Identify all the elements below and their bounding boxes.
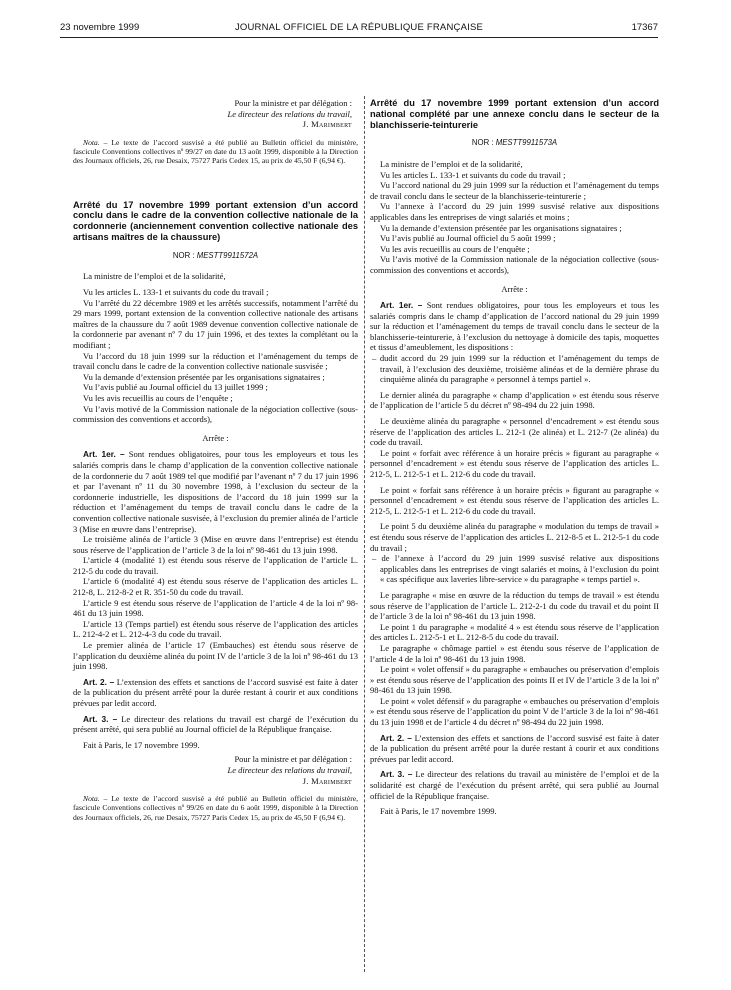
- visa-line: La ministre de l’emploi et de la solidarité,: [380, 158, 523, 169]
- article-label: Art. 1er. –: [380, 300, 423, 311]
- dash-item: – de l’annexe à l’accord du 29 juin 1999 susvisé relative aux dispositions applicables dans les entreprises de vingt salariés et moins, à l’exclusion du point « cas spécifique aux laveries libre-service » du paragraphe « temps partiel ».: [372, 553, 659, 585]
- visa-line: La ministre de l’emploi et de la solidarité,: [83, 271, 226, 282]
- visa-line: Vu l’avis motivé de la Commission nationale de la négociation collective (sous-commission des conventions et accords),: [370, 254, 659, 275]
- article-paragraph: Le paragraphe « mise en œuvre de la réduction du temps de travail » est étendu sous réserve de l’application de l’article L. 212-2-1 du code du travail et du point II de l’article 3 de la loi nº 98-461 du 13 juin 1998.: [370, 589, 659, 622]
- article-label: Art. 3. –: [83, 713, 118, 724]
- signature-role: Le directeur des relations du travail,: [227, 764, 352, 775]
- nor-code: MESTT9911572A: [196, 250, 259, 260]
- visa-line: Vu les avis recueillis au cours de l’enquête ;: [83, 392, 233, 403]
- signing-place-date: Fait à Paris, le 17 novembre 1999.: [83, 739, 200, 750]
- visa-line: Vu l’accord du 18 juin 1999 sur la réduction et l’aménagement du temps de travail conclu dans le cadre de la convention collective nationale susvisée ;: [73, 350, 358, 372]
- nota-label: Nota.: [83, 794, 100, 804]
- article-paragraph: Le point « volet offensif » du paragraphe « embauches ou préservation d’emplois » est étendu sous réserve de l’application des points II et IV de l’article 3 de la loi nº 98-461 du 13 juin 1998.: [370, 664, 659, 696]
- dash-item: – dudit accord du 29 juin 1999 sur la réduction et l’aménagement du temps de travail, à l’exclusion des deuxième, troisième alinéas et de la dernière phrase du cinquième alinéa du paragraphe « personnel à temps partiel ».: [372, 353, 659, 385]
- header-date: 23 novembre 1999: [60, 22, 140, 33]
- article-2: [73, 677, 358, 709]
- nota-paragraph: [73, 794, 358, 822]
- nor-reference: [73, 251, 358, 262]
- article-paragraph: L’article 4 (modalité 1) est étendu sous réserve de l’application de l’article L. 212-5 du code du travail.: [73, 555, 358, 576]
- page-header: [60, 22, 658, 38]
- visa-line: Vu les articles L. 133-1 et suivants du code du travail ;: [83, 287, 269, 298]
- decree-title: Arrêté du 17 novembre 1999 portant extension d’un accord national complété par une annexe conclu dans le secteur de la blanchisserie-teinturerie: [370, 98, 659, 130]
- article-paragraph: Le point « volet défensif » du paragraphe « embauches ou préservation d’emplois » est étendu sous réserve de l’application du point V de l’article 3 de la loi nº 98-461 du 13 juin 1998 et de l’article 4 du décret nº 98-494 du 22 juin 1998.: [370, 695, 659, 728]
- article-3: [370, 769, 659, 801]
- arrete-heading: Arrête :: [202, 432, 229, 443]
- header-journal-title: JOURNAL OFFICIEL DE LA RÉPUBLIQUE FRANÇAISE: [234, 22, 484, 33]
- article-paragraph: Le point 1 du paragraphe « modalité 4 » est étendu sous réserve de l’application des articles L. 212-5-1 et L. 212-8-5 du code du travail.: [370, 621, 659, 643]
- article-paragraph: Le troisième alinéa de l’article 3 (Mise en œuvre dans l’entreprise) est étendu sous réserve de l’application de l’article 3 de la loi nº 98-461 du 13 juin 1998.: [73, 534, 358, 555]
- article-label: Art. 2. –: [380, 732, 412, 743]
- header-rule: [60, 37, 658, 38]
- signature-role: Le directeur des relations du travail,: [227, 108, 352, 119]
- signature-name: J. Marimbert: [302, 775, 352, 786]
- article-text: L’extension des effets et sanctions de l’accord susvisé est faite à dater de la publication du présent arrêté pour la durée restant à courir et aux conditions prévues par ledit accord.: [370, 732, 659, 764]
- nor-code: MESTT9911573A: [495, 138, 558, 148]
- article-3: [73, 714, 358, 735]
- visa-line: Vu la demande d’extension présentée par les organisations signataires ;: [380, 222, 622, 233]
- article-paragraph: Le paragraphe « chômage partiel » est étendu sous réserve de l’application de l’article 4 de la loi nº 98-461 du 13 juin 1998.: [370, 642, 659, 664]
- article-text: Le directeur des relations du travail au ministère de l’emploi et de la solidarité est chargé de l’exécution du présent arrêté, qui sera publié au Journal officiel de la République française.: [370, 769, 659, 801]
- article-1: [370, 300, 659, 353]
- right-column: [370, 98, 659, 817]
- decree-title: Arrêté du 17 novembre 1999 portant extension d’un accord conclu dans le cadre de la convention collective nationale de la cordonnerie (anciennement convention collective nationale des artisans maîtres de la chaussure): [73, 199, 358, 243]
- article-paragraph: Le point « forfait avec référence à un horaire précis » figurant au paragraphe « personnel d’encadrement » est étendu sous réserve de l’application des articles L. 212-5, L. 212-5-1 et L. 212-6 du code du travail.: [370, 447, 659, 480]
- article-text: L’extension des effets et sanctions de l’accord susvisé est faite à dater de la publication du présent arrêté pour la durée restant à courir et aux conditions prévues par ledit accord.: [73, 676, 358, 709]
- article-paragraph: L’article 6 (modalité 4) est étendu sous réserve de l’application des articles L. 212-8, L. 212-8-2 et R. 351-50 du code du travail.: [73, 576, 358, 598]
- article-paragraph: L’article 13 (Temps partiel) est étendu sous réserve de l’application des articles L. 212-4-2 et L. 212-4-3 du code du travail.: [73, 618, 358, 640]
- visa-line: Vu l’accord national du 29 juin 1999 sur la réduction et l’aménagement du temps de travail conclu dans le secteur de la blanchisserie-teinturerie ;: [370, 180, 659, 201]
- signature-name: J. Marimbert: [302, 119, 352, 130]
- arrete-heading: Arrête :: [501, 283, 528, 294]
- visa-line: Vu la demande d’extension présentée par les organisations signataires ;: [83, 371, 325, 382]
- article-paragraph: Le point « forfait sans référence à un horaire précis » figurant au paragraphe « personnel d’encadrement » est étendu sous réserve de l’application des articles L. 212-5, L. 212-5-1 et L. 212-6 du code du travail.: [370, 484, 659, 516]
- left-column: [73, 98, 358, 822]
- visa-line: Vu les avis recueillis au cours de l’enquête ;: [380, 243, 530, 254]
- article-paragraph: Le dernier alinéa du paragraphe « champ d’application » est étendu sous réserve de l’application de l’article 5 du décret nº 98-494 du 22 juin 1998.: [370, 389, 659, 411]
- nota-text: – Le texte de l’accord susvisé a été publié au Bulletin officiel du ministère, fascicule Conventions collectives nº 99/26 en date du 6 août 1999, disponible à la Direction des Journaux officiels, 26, rue Desaix, 75727 Paris Cedex 15, au prix de 45,50 F (6,94 €).: [73, 794, 358, 822]
- article-paragraph: L’article 9 est étendu sous réserve de l’application de l’article 4 de la loi nº 98-461 du 13 juin 1998.: [73, 597, 358, 619]
- article-text: Le directeur des relations du travail est chargé de l’exécution du présent arrêté, qui sera publié au Journal officiel de la République française.: [73, 713, 359, 735]
- article-text: Sont rendues obligatoires, pour tous les employeurs et tous les salariés compris dans le champ d’application de la convention collective nationale de la cordonnerie du 7 août 1989 tel que modifié par l’avenant nº 7 du 17 juin 1996 et par l’avenant nº 11 du 30 novembre 1998, à l’exclusion du secteur de la cordonnerie industrielle, les dispositions de l’accord du 18 juin 1999 sur la réduction et l’aménagement du temps de travail conclu dans le cadre de la convention collective nationale susvisée, à l’exclusion du premier alinéa de l’article 3 (Mise en œuvre dans l’entreprise).: [73, 449, 359, 534]
- header-page-number: 17367: [631, 22, 658, 33]
- visa-line: Vu l’annexe à l’accord du 29 juin 1999 susvisé relative aux dispositions applicables dans les entreprises de vingt salariés et moins ;: [370, 201, 659, 222]
- nota-paragraph: [73, 138, 358, 166]
- signature-block: [73, 754, 358, 786]
- signature-line: Pour la ministre et par délégation :: [234, 754, 352, 765]
- signature-line: Pour la ministre et par délégation :: [234, 98, 352, 108]
- nor-label: NOR :: [471, 138, 496, 148]
- signing-place-date: Fait à Paris, le 17 novembre 1999.: [380, 806, 497, 817]
- article-paragraph: Le deuxième alinéa du paragraphe « personnel d’encadrement » est étendu sous réserve de l’application des articles L. 212-1 (2e alinéa) et L. 212-7 (2e alinéa) du code du travail.: [370, 416, 659, 448]
- nor-label: NOR :: [172, 250, 197, 260]
- visa-line: Vu les articles L. 133-1 et suivants du code du travail ;: [380, 169, 566, 180]
- article-text: Sont rendues obligatoires, pour tous les employeurs et tous les salariés compris dans le champ d’application de l’accord national du 29 juin 1999 sur la réduction et l’aménagement du temps de travail conclu dans le secteur de la blanchisserie-teinturerie, à l’exclusion du nettoyage à domicile des tapis, moquettes et tissus d’ameublement, les dispositions :: [370, 300, 659, 353]
- article-1: [73, 449, 358, 534]
- visa-line: Vu l’avis publié au Journal officiel du 13 juillet 1999 ;: [83, 382, 268, 393]
- nota-text: – Le texte de l’accord susvisé a été publié au Bulletin officiel du ministère, fascicule Conventions collectives nº 99/27 en date du 13 août 1999, disponible à la Direction des Journaux officiels, 26, rue Desaix, 75727 Paris Cedex 15, au prix de 45,50 F (6,94 €).: [73, 137, 358, 166]
- column-divider: [364, 96, 365, 972]
- visa-line: Vu l’arrêté du 22 décembre 1989 et les arrêtés successifs, notamment l’arrêté du 29 mars 1999, portant extension de la convention collective nationale des artisans maîtres de la chaussure du 7 août 1989 devenue convention collective nationale de la cordonnerie par avenant nº 7 du 17 juin 1996, et des textes la complétant ou la modifiant ;: [73, 297, 358, 351]
- visa-line: Vu l’avis motivé de la Commission nationale de la négociation collective (sous-commission des conventions et accords),: [73, 403, 358, 425]
- article-label: Art. 2. –: [83, 676, 115, 687]
- nor-reference: [370, 138, 659, 149]
- article-paragraph: Le premier alinéa de l’article 17 (Embauches) est étendu sous réserve de l’application du deuxième alinéa du point IV de l’article 3 de la loi nº 98-461 du 13 juin 1998.: [73, 640, 358, 672]
- article-label: Art. 1er. –: [83, 449, 125, 460]
- article-label: Art. 3. –: [380, 769, 413, 780]
- article-2: [370, 733, 659, 765]
- nota-label: Nota.: [83, 137, 100, 147]
- visa-line: Vu l’avis publié au Journal officiel du 5 août 1999 ;: [380, 233, 556, 244]
- article-paragraph: Le point 5 du deuxième alinéa du paragraphe « modulation du temps de travail » est étendu sous réserve de l’application des articles L. 212-8-5 et L. 212-5-1 du code du travail ;: [370, 521, 659, 553]
- signature-block: [73, 98, 358, 130]
